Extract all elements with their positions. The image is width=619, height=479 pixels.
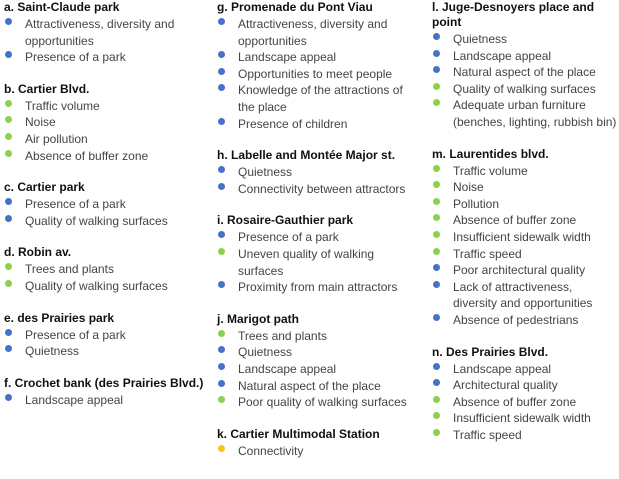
location-section: [4, 376, 209, 409]
section-title: c. Cartier park: [4, 180, 85, 195]
bullet-dot-icon: [433, 379, 440, 386]
list-item: [217, 16, 422, 49]
bullet-dot-icon: [433, 396, 440, 403]
item-label: Traffic speed: [453, 246, 522, 261]
list-item: [4, 16, 209, 49]
item-label: Insufficient sidewalk width: [453, 411, 591, 426]
list-item: [432, 246, 617, 263]
item-label: Noise: [25, 115, 56, 130]
bullet-dot-icon: [218, 445, 225, 452]
item-label: Natural aspect of the place: [453, 65, 596, 80]
list-item: [432, 377, 617, 394]
section-title: n. Des Prairies Blvd.: [432, 344, 549, 359]
list-item: [432, 97, 617, 130]
list-item: [4, 213, 209, 230]
list-item: [217, 49, 422, 66]
section-title: j. Marigot path: [217, 311, 299, 326]
item-label: Quietness: [25, 344, 80, 359]
bullet-dot-icon: [433, 314, 440, 321]
bullet-dot-icon: [5, 133, 12, 140]
list-item: [217, 279, 422, 296]
item-label: Poor quality of walking surfaces: [238, 395, 407, 410]
attribute-list: [432, 361, 617, 444]
list-item: [432, 179, 617, 196]
column-2: [217, 0, 422, 475]
bullet-dot-icon: [218, 346, 225, 353]
section-title: i. Rosaire-Gauthier park: [217, 213, 354, 228]
section-title: k. Cartier Multimodal Station: [217, 426, 380, 441]
bullet-dot-icon: [5, 198, 12, 205]
bullet-dot-icon: [218, 363, 225, 370]
item-label: Uneven quality of walking surfaces: [238, 246, 375, 278]
list-item: [4, 148, 209, 165]
item-label: Adequate urban furniture (benches, lighting, rubbish bin): [453, 98, 617, 129]
list-item: [432, 410, 617, 427]
bullet-dot-icon: [218, 183, 225, 190]
bullet-dot-icon: [433, 165, 440, 172]
item-label: Landscape appeal: [238, 361, 337, 376]
item-label: Presence of a park: [25, 327, 126, 342]
list-item: [217, 116, 422, 133]
item-label: Presence of a park: [238, 230, 339, 245]
item-label: Architectural quality: [453, 378, 558, 393]
bullet-dot-icon: [218, 248, 225, 255]
list-item: [4, 98, 209, 115]
attribute-list: [432, 31, 617, 131]
list-item: [217, 328, 422, 345]
section-title: f. Crochet bank (des Prairies Blvd.): [4, 375, 204, 390]
item-label: Absence of buffer zone: [453, 213, 577, 228]
list-item: [432, 81, 617, 98]
item-label: Attractiveness, diversity and opportunities: [238, 17, 388, 48]
item-label: Traffic volume: [25, 98, 100, 113]
attribute-list: [217, 229, 422, 295]
list-item: [217, 443, 422, 460]
bullet-dot-icon: [5, 150, 12, 157]
list-item: [217, 229, 422, 246]
bullet-dot-icon: [433, 83, 440, 90]
item-label: Landscape appeal: [453, 361, 552, 376]
bullet-dot-icon: [433, 248, 440, 255]
item-label: Quality of walking surfaces: [25, 278, 168, 293]
item-label: Landscape appeal: [238, 50, 337, 65]
item-label: Air pollution: [25, 131, 88, 146]
item-label: Trees and plants: [25, 262, 114, 277]
list-item: [432, 48, 617, 65]
column-3: [432, 0, 617, 459]
bullet-dot-icon: [433, 66, 440, 73]
list-item: [217, 246, 422, 279]
list-item: [432, 31, 617, 48]
list-item: [432, 262, 617, 279]
location-section: [4, 245, 209, 294]
location-section: [217, 427, 422, 460]
item-label: Presence of a park: [25, 50, 126, 65]
bullet-dot-icon: [433, 198, 440, 205]
list-item: [217, 181, 422, 198]
item-label: Traffic volume: [453, 163, 528, 178]
bullet-dot-icon: [218, 380, 225, 387]
list-item: [217, 344, 422, 361]
bullet-dot-icon: [433, 264, 440, 271]
attribute-list: [4, 196, 209, 229]
list-item: [217, 361, 422, 378]
location-section: [4, 82, 209, 164]
list-item: [4, 114, 209, 131]
list-item: [4, 49, 209, 66]
bullet-dot-icon: [218, 118, 225, 125]
list-item: [4, 131, 209, 148]
item-label: Landscape appeal: [25, 392, 124, 407]
attribute-list: [217, 443, 422, 460]
list-item: [432, 361, 617, 378]
item-label: Traffic speed: [453, 427, 522, 442]
list-item: [4, 196, 209, 213]
list-item: [217, 394, 422, 411]
bullet-dot-icon: [433, 33, 440, 40]
item-label: Lack of attractiveness, diversity and opportunities: [453, 279, 593, 311]
list-item: [4, 261, 209, 278]
list-item: [432, 427, 617, 444]
item-label: Presence of children: [238, 116, 348, 131]
bullet-dot-icon: [218, 396, 225, 403]
bullet-dot-icon: [218, 330, 225, 337]
item-label: Knowledge of the attractions of the place: [238, 83, 403, 114]
item-label: Pollution: [453, 196, 500, 211]
attribute-list: [217, 164, 422, 197]
section-title: l. Juge-Desnoyers place and point: [432, 0, 595, 29]
bullet-dot-icon: [433, 281, 440, 288]
bullet-dot-icon: [5, 263, 12, 270]
bullet-dot-icon: [218, 231, 225, 238]
list-item: [432, 163, 617, 180]
location-section: [432, 147, 617, 329]
item-label: Natural aspect of the place: [238, 378, 381, 393]
item-label: Quietness: [238, 345, 293, 360]
attribute-list: [432, 163, 617, 329]
bullet-dot-icon: [433, 50, 440, 57]
item-label: Quietness: [238, 165, 293, 180]
list-item: [432, 229, 617, 246]
item-label: Quietness: [453, 32, 508, 46]
item-label: Opportunities to meet people: [238, 66, 393, 81]
attribute-list: [4, 16, 209, 66]
attribute-list: [4, 327, 209, 360]
attribute-list: [217, 328, 422, 411]
list-item: [217, 66, 422, 83]
section-title: d. Robin av.: [4, 245, 72, 260]
list-item: [432, 279, 617, 312]
attribute-list: [217, 16, 422, 132]
section-title: e. des Prairies park: [4, 310, 115, 325]
attribute-list: [4, 261, 209, 294]
list-item: [432, 312, 617, 329]
bullet-dot-icon: [433, 429, 440, 436]
item-label: Landscape appeal: [453, 48, 552, 63]
location-section: [4, 311, 209, 360]
location-section: [217, 0, 422, 132]
item-label: Proximity from main attractors: [238, 280, 398, 295]
bullet-dot-icon: [218, 84, 225, 91]
list-item: [4, 327, 209, 344]
item-label: Attractiveness, diversity and opportunities: [25, 17, 175, 48]
list-item: [217, 82, 422, 115]
bullet-dot-icon: [5, 394, 12, 401]
section-title: h. Labelle and Montée Major st.: [217, 148, 396, 163]
list-item: [217, 378, 422, 395]
list-item: [4, 278, 209, 295]
bullet-dot-icon: [5, 18, 12, 25]
location-section: [432, 345, 617, 444]
location-section: [4, 0, 209, 66]
item-label: Quality of walking surfaces: [453, 81, 596, 96]
bullet-dot-icon: [218, 68, 225, 75]
section-title: m. Laurentides blvd.: [432, 146, 549, 161]
list-item: [432, 394, 617, 411]
column-1: [4, 0, 209, 424]
attribute-list: [4, 98, 209, 164]
bullet-dot-icon: [5, 329, 12, 336]
item-label: Connectivity between attractors: [238, 181, 406, 196]
list-item: [432, 196, 617, 213]
list-item: [217, 164, 422, 181]
bullet-dot-icon: [5, 116, 12, 123]
item-label: Absence of buffer zone: [25, 148, 149, 163]
bullet-dot-icon: [433, 214, 440, 221]
location-section: [4, 180, 209, 229]
item-label: Absence of buffer zone: [453, 394, 577, 409]
bullet-dot-icon: [218, 166, 225, 173]
attribute-list: [4, 392, 209, 409]
item-label: Insufficient sidewalk width: [453, 229, 591, 244]
item-label: Trees and plants: [238, 328, 327, 343]
bullet-dot-icon: [433, 181, 440, 188]
section-title: a. Saint-Claude park: [4, 0, 120, 14]
location-section: [217, 148, 422, 197]
bullet-dot-icon: [433, 99, 440, 106]
bullet-dot-icon: [5, 345, 12, 352]
bullet-dot-icon: [5, 215, 12, 222]
item-label: Poor architectural quality: [453, 263, 586, 278]
bullet-dot-icon: [5, 280, 12, 287]
bullet-dot-icon: [5, 100, 12, 107]
item-label: Connectivity: [238, 443, 304, 458]
list-item: [4, 392, 209, 409]
bullet-dot-icon: [218, 281, 225, 288]
list-item: [432, 212, 617, 229]
item-label: Absence of pedestrians: [453, 312, 579, 327]
list-item: [432, 64, 617, 81]
bullet-dot-icon: [433, 231, 440, 238]
bullet-dot-icon: [218, 18, 225, 25]
item-label: Presence of a park: [25, 197, 126, 212]
section-title: b. Cartier Blvd.: [4, 81, 90, 96]
bullet-dot-icon: [5, 51, 12, 58]
item-label: Noise: [453, 180, 484, 195]
section-title: g. Promenade du Pont Viau: [217, 0, 373, 14]
location-section: [432, 0, 617, 131]
list-item: [4, 343, 209, 360]
bullet-dot-icon: [433, 363, 440, 370]
location-section: [217, 312, 422, 411]
location-section: [217, 213, 422, 295]
bullet-dot-icon: [218, 51, 225, 58]
item-label: Quality of walking surfaces: [25, 213, 168, 228]
bullet-dot-icon: [433, 412, 440, 419]
